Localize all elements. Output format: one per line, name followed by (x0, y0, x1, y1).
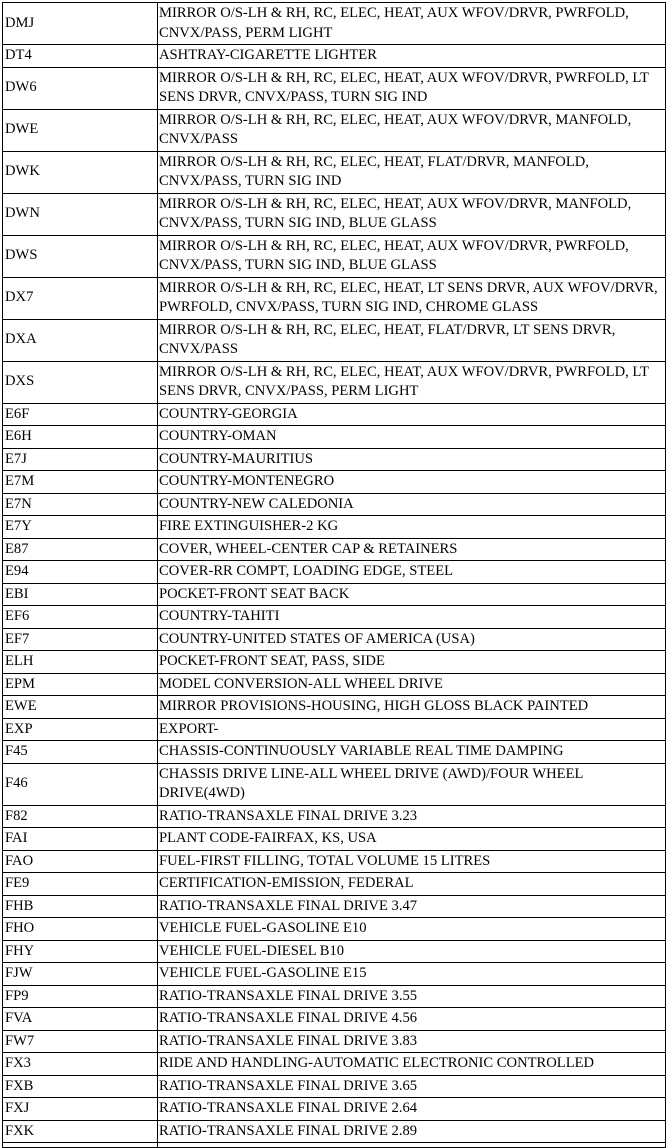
option-description-cell: COUNTRY-UNITED STATES OF AMERICA (USA) (158, 628, 666, 651)
option-code-cell: FXB (3, 1075, 158, 1098)
option-code-cell: FE9 (3, 873, 158, 896)
option-description-cell: RATIO-TRANSAXLE FINAL DRIVE 3.47 (158, 895, 666, 918)
table-row (3, 651, 666, 674)
option-description-cell: RATIO-TRANSAXLE FINAL DRIVE 3.23 (158, 805, 666, 828)
table-row (3, 403, 666, 426)
table-row (3, 673, 666, 696)
option-description-cell: COUNTRY-OMAN (158, 426, 666, 449)
table-row (3, 319, 666, 361)
table-row (3, 895, 666, 918)
table-row (3, 471, 666, 494)
option-description-cell: EXPORT- (158, 718, 666, 741)
option-code-cell: EF7 (3, 628, 158, 651)
option-code-cell: FW7 (3, 1030, 158, 1053)
table-row (3, 583, 666, 606)
option-code-table (2, 2, 666, 1148)
option-code-cell: E7Y (3, 516, 158, 539)
table-row (3, 873, 666, 896)
option-code-cell: EPM (3, 673, 158, 696)
table-row (3, 718, 666, 741)
table-row (3, 151, 666, 193)
option-code-cell: FHO (3, 918, 158, 941)
table-row-partial (3, 1143, 666, 1148)
option-code-cell: FAI (3, 828, 158, 851)
table-row (3, 1075, 666, 1098)
option-description-cell: FIRE EXTINGUISHER-2 KG (158, 516, 666, 539)
table-row (3, 109, 666, 151)
table-row (3, 850, 666, 873)
table-row (3, 741, 666, 764)
option-description-cell: MIRROR PROVISIONS-HOUSING, HIGH GLOSS BLACK PAINTED (158, 696, 666, 719)
option-description-cell: CERTIFICATION-EMISSION, FEDERAL (158, 873, 666, 896)
option-code-cell: DWN (3, 193, 158, 235)
option-description-cell (158, 1143, 666, 1148)
table-row (3, 67, 666, 109)
option-description-cell: POCKET-FRONT SEAT, PASS, SIDE (158, 651, 666, 674)
table-row (3, 763, 666, 805)
option-description-cell: PLANT CODE-FAIRFAX, KS, USA (158, 828, 666, 851)
option-code-cell: EWE (3, 696, 158, 719)
option-description-cell: RATIO-TRANSAXLE FINAL DRIVE 3.65 (158, 1075, 666, 1098)
option-description-cell: MIRROR O/S-LH & RH, RC, ELEC, HEAT, AUX WFOV/DRVR, PWRFOLD, CNVX/PASS, PERM LIGHT (158, 3, 666, 45)
option-description-cell: RATIO-TRANSAXLE FINAL DRIVE 3.83 (158, 1030, 666, 1053)
option-code-cell: DW6 (3, 67, 158, 109)
option-code-cell: FX3 (3, 1053, 158, 1076)
option-description-cell: COVER, WHEEL-CENTER CAP & RETAINERS (158, 538, 666, 561)
option-description-cell: COUNTRY-GEORGIA (158, 403, 666, 426)
option-description-cell: RATIO-TRANSAXLE FINAL DRIVE 4.56 (158, 1008, 666, 1031)
option-code-cell: DT4 (3, 45, 158, 68)
table-row (3, 3, 666, 45)
option-description-cell: MIRROR O/S-LH & RH, RC, ELEC, HEAT, AUX WFOV/DRVR, PWRFOLD, LT SENS DRVR, CNVX/PASS, PERM LIGHT (158, 361, 666, 403)
option-code-rows (3, 3, 666, 1148)
table-row (3, 1098, 666, 1121)
table-row (3, 940, 666, 963)
option-description-cell: POCKET-FRONT SEAT BACK (158, 583, 666, 606)
table-row (3, 235, 666, 277)
table-row (3, 45, 666, 68)
option-description-cell: COUNTRY-TAHITI (158, 606, 666, 629)
option-description-cell: COUNTRY-MONTENEGRO (158, 471, 666, 494)
option-code-cell: E6F (3, 403, 158, 426)
table-row (3, 448, 666, 471)
option-code-cell: EF6 (3, 606, 158, 629)
option-code-cell (3, 1143, 158, 1148)
table-row (3, 426, 666, 449)
option-description-cell: CHASSIS-CONTINUOUSLY VARIABLE REAL TIME DAMPING (158, 741, 666, 764)
table-row (3, 1030, 666, 1053)
option-code-cell: FHY (3, 940, 158, 963)
table-row (3, 277, 666, 319)
option-code-cell: DX7 (3, 277, 158, 319)
option-code-cell: ELH (3, 651, 158, 674)
option-code-cell: EXP (3, 718, 158, 741)
option-code-cell: FXJ (3, 1098, 158, 1121)
option-code-cell: FP9 (3, 985, 158, 1008)
option-code-cell: FHB (3, 895, 158, 918)
option-description-cell: MIRROR O/S-LH & RH, RC, ELEC, HEAT, AUX WFOV/DRVR, MANFOLD, CNVX/PASS, TURN SIG IND, BLUE GLASS (158, 193, 666, 235)
table-row (3, 516, 666, 539)
option-description-cell: MIRROR O/S-LH & RH, RC, ELEC, HEAT, FLAT/DRVR, MANFOLD, CNVX/PASS, TURN SIG IND (158, 151, 666, 193)
option-code-cell: DMJ (3, 3, 158, 45)
table-row (3, 361, 666, 403)
option-code-cell: EBI (3, 583, 158, 606)
table-row (3, 918, 666, 941)
table-row (3, 805, 666, 828)
option-description-cell: RATIO-TRANSAXLE FINAL DRIVE 3.55 (158, 985, 666, 1008)
table-row (3, 828, 666, 851)
table-row (3, 696, 666, 719)
option-description-cell: COUNTRY-MAURITIUS (158, 448, 666, 471)
table-row (3, 1053, 666, 1076)
table-row (3, 538, 666, 561)
option-description-cell: MIRROR O/S-LH & RH, RC, ELEC, HEAT, LT SENS DRVR, AUX WFOV/DRVR, PWRFOLD, CNVX/PASS, TURN SIG IND, CHROME GLASS (158, 277, 666, 319)
option-code-cell: DXA (3, 319, 158, 361)
option-code-cell: F46 (3, 763, 158, 805)
option-description-cell: COVER-RR COMPT, LOADING EDGE, STEEL (158, 561, 666, 584)
option-description-cell: RATIO-TRANSAXLE FINAL DRIVE 2.89 (158, 1120, 666, 1143)
option-code-cell: E7J (3, 448, 158, 471)
option-description-cell: MIRROR O/S-LH & RH, RC, ELEC, HEAT, AUX WFOV/DRVR, PWRFOLD, CNVX/PASS, TURN SIG IND, BLUE GLASS (158, 235, 666, 277)
option-description-cell: RIDE AND HANDLING-AUTOMATIC ELECTRONIC CONTROLLED (158, 1053, 666, 1076)
option-description-cell: MODEL CONVERSION-ALL WHEEL DRIVE (158, 673, 666, 696)
option-code-cell: DWS (3, 235, 158, 277)
option-description-cell: VEHICLE FUEL-DIESEL B10 (158, 940, 666, 963)
table-row (3, 606, 666, 629)
option-description-cell: CHASSIS DRIVE LINE-ALL WHEEL DRIVE (AWD)/FOUR WHEEL DRIVE(4WD) (158, 763, 666, 805)
option-code-cell: FJW (3, 963, 158, 986)
table-row (3, 963, 666, 986)
option-code-cell: DWE (3, 109, 158, 151)
table-row (3, 1120, 666, 1143)
option-description-cell: MIRROR O/S-LH & RH, RC, ELEC, HEAT, AUX WFOV/DRVR, MANFOLD, CNVX/PASS (158, 109, 666, 151)
option-code-cell: DXS (3, 361, 158, 403)
option-description-cell: MIRROR O/S-LH & RH, RC, ELEC, HEAT, FLAT/DRVR, LT SENS DRVR, CNVX/PASS (158, 319, 666, 361)
option-code-cell: E7M (3, 471, 158, 494)
option-description-cell: COUNTRY-NEW CALEDONIA (158, 493, 666, 516)
table-row (3, 493, 666, 516)
option-code-cell: E87 (3, 538, 158, 561)
table-row (3, 628, 666, 651)
option-code-cell: FAO (3, 850, 158, 873)
table-row (3, 561, 666, 584)
option-description-cell: FUEL-FIRST FILLING, TOTAL VOLUME 15 LITRES (158, 850, 666, 873)
option-description-cell: MIRROR O/S-LH & RH, RC, ELEC, HEAT, AUX WFOV/DRVR, PWRFOLD, LT SENS DRVR, CNVX/PASS, TURN SIG IND (158, 67, 666, 109)
option-code-cell: F82 (3, 805, 158, 828)
option-description-cell: ASHTRAY-CIGARETTE LIGHTER (158, 45, 666, 68)
option-description-cell: VEHICLE FUEL-GASOLINE E15 (158, 963, 666, 986)
option-code-cell: E6H (3, 426, 158, 449)
table-row (3, 985, 666, 1008)
option-code-cell: E7N (3, 493, 158, 516)
option-code-cell: DWK (3, 151, 158, 193)
option-description-cell: VEHICLE FUEL-GASOLINE E10 (158, 918, 666, 941)
option-code-cell: E94 (3, 561, 158, 584)
option-code-cell: FXK (3, 1120, 158, 1143)
table-row (3, 193, 666, 235)
option-code-cell: FVA (3, 1008, 158, 1031)
option-description-cell: RATIO-TRANSAXLE FINAL DRIVE 2.64 (158, 1098, 666, 1121)
table-row (3, 1008, 666, 1031)
option-code-cell: F45 (3, 741, 158, 764)
